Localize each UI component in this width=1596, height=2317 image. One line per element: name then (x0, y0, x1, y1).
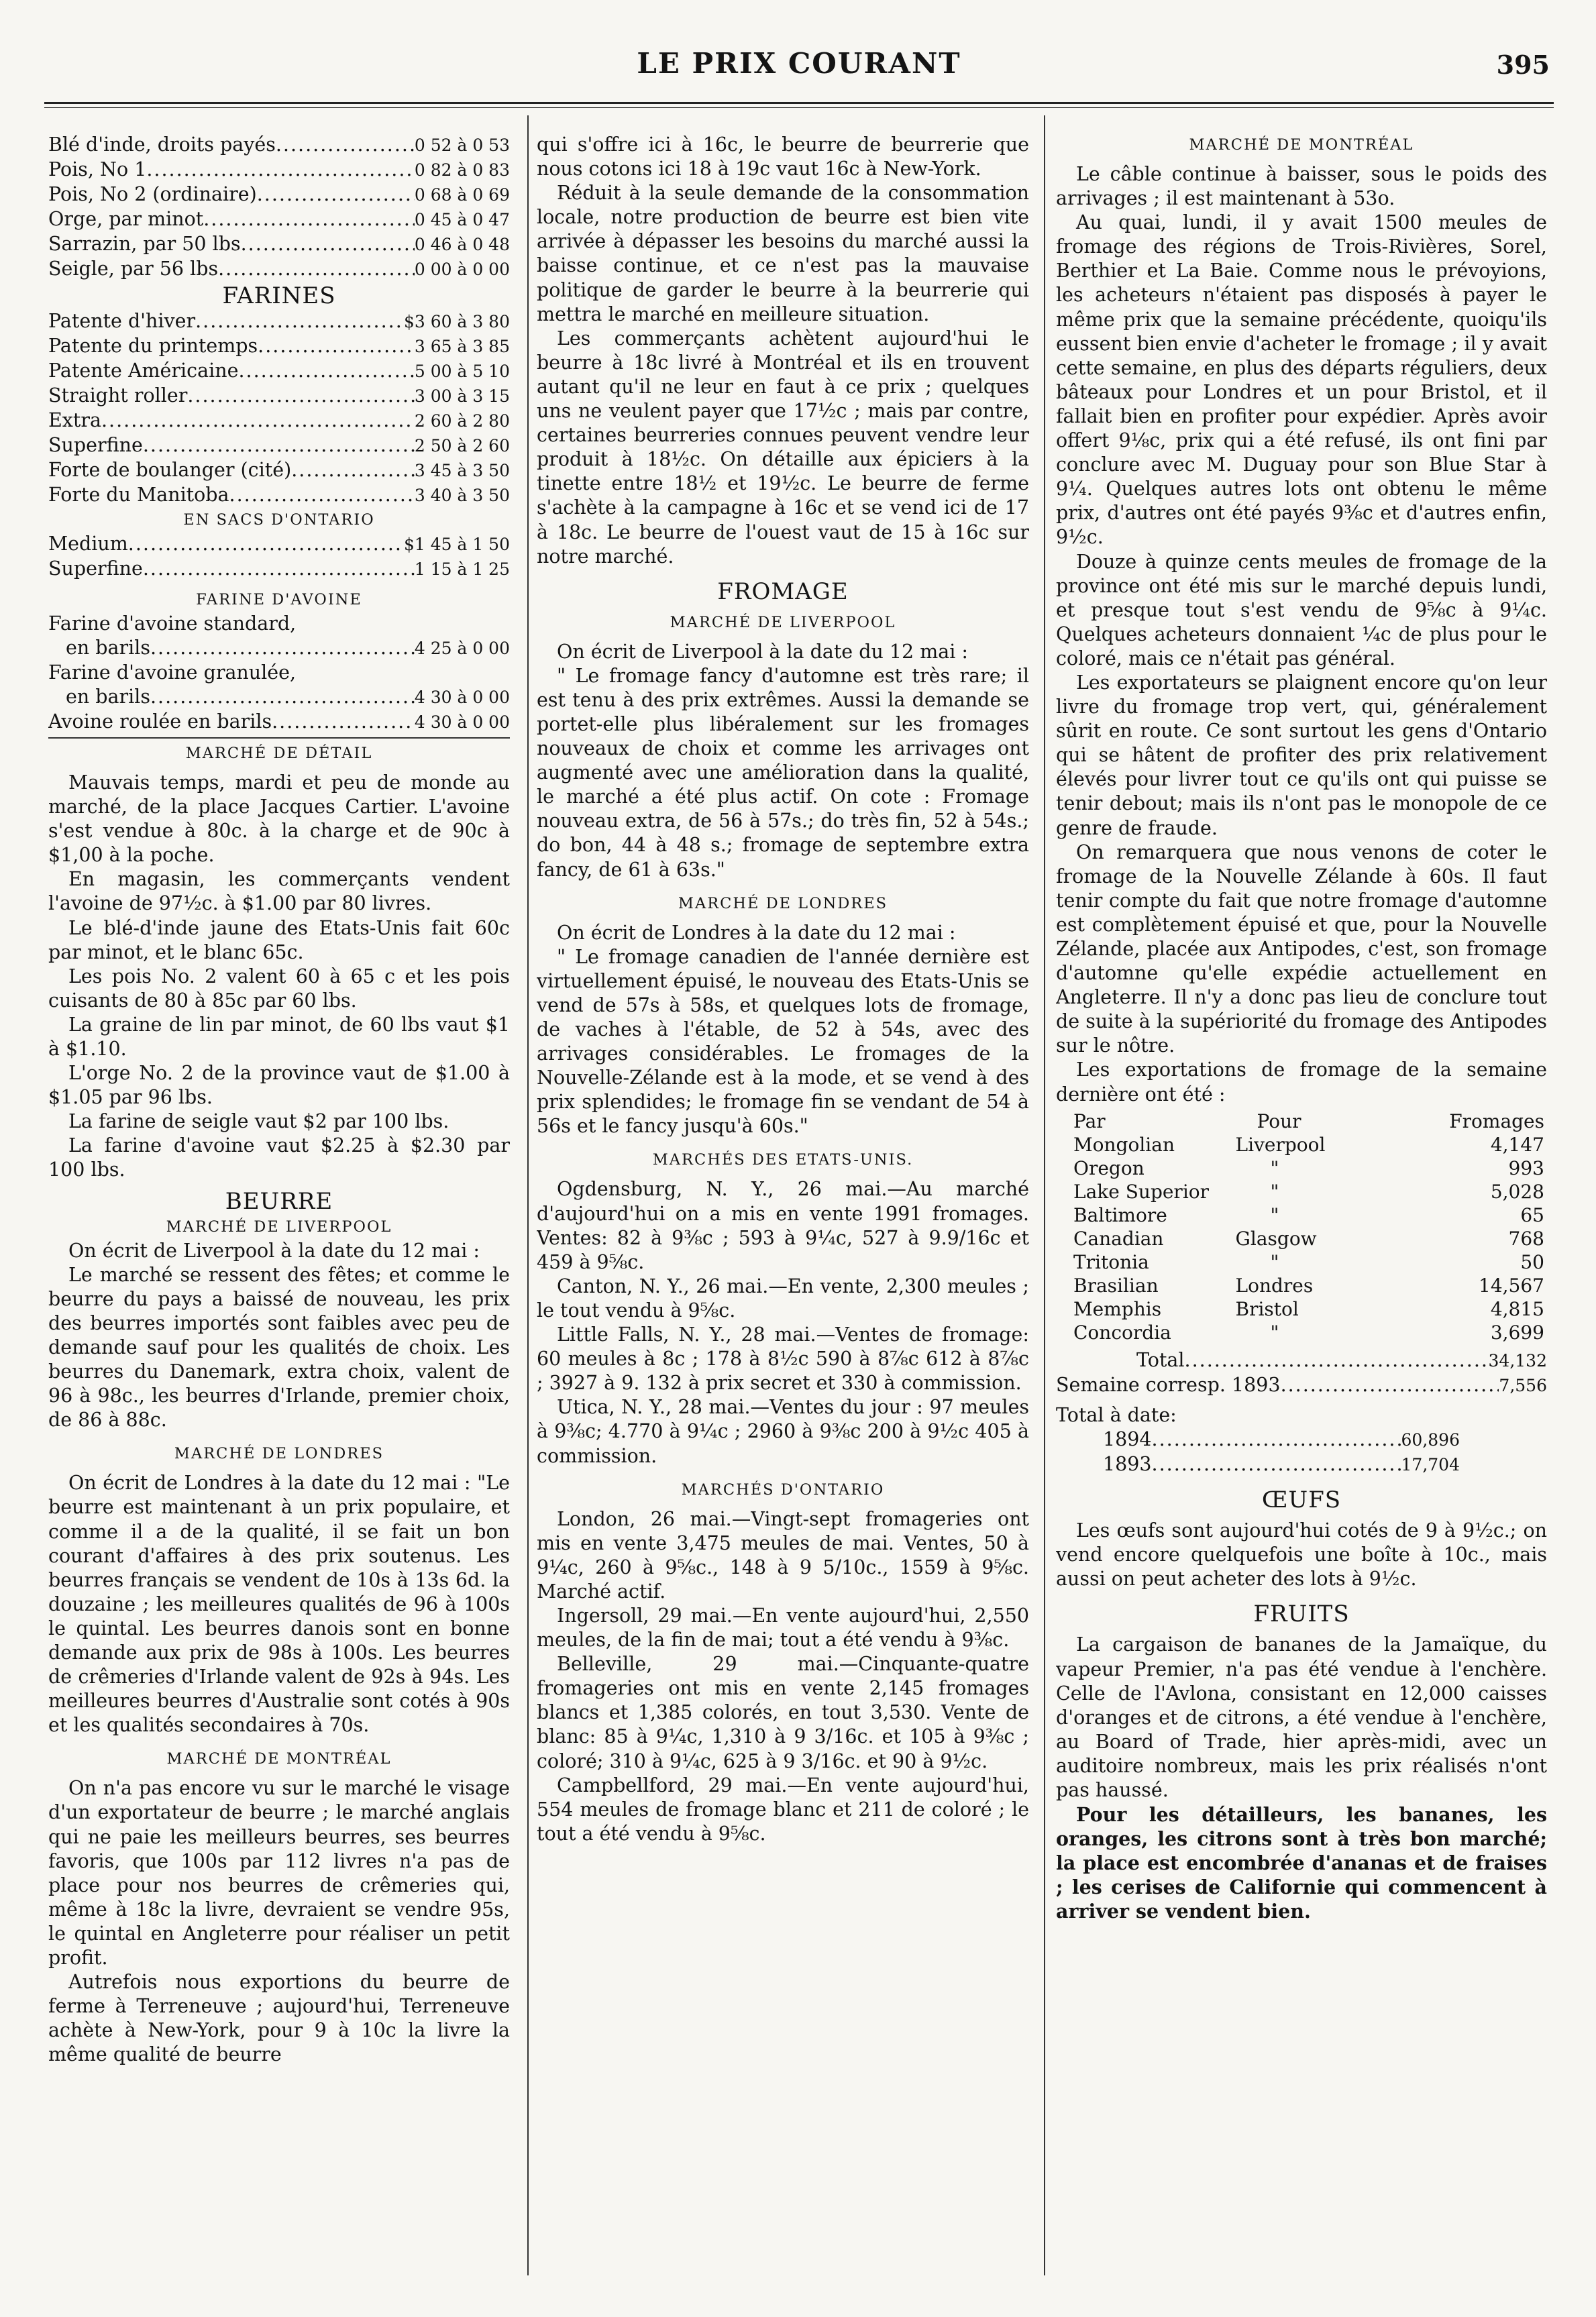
column-divider (527, 115, 529, 2275)
item-price: 0 68 à 0 69 (414, 185, 510, 205)
column-divider (1044, 115, 1045, 2275)
article-paragraph: Campbellford, 29 mai.—En vente aujourd'hui, 554 meules de fromage blanc et 211 de coloré ; le tout a été vendu à 9⅝c. (537, 1774, 1029, 1845)
item-name: Straight roller (48, 384, 188, 407)
section-heading: FARINES (222, 282, 336, 309)
article-paragraph: On écrit de Liverpool à la date du 12 mai : (557, 640, 969, 663)
price-row (48, 158, 510, 182)
article-paragraph: En magasin, les commerçants vendent l'avoine de 97½c. à $1.00 par 80 livres. (48, 868, 510, 915)
total-value: 7,556 (1499, 1375, 1547, 1395)
price-row (48, 433, 510, 458)
item-price: 3 45 à 3 50 (414, 461, 510, 481)
item-price: 2 60 à 2 80 (414, 411, 510, 431)
item-price: 4 30 à 0 00 (414, 687, 510, 707)
item-price: 4 25 à 0 00 (414, 638, 510, 658)
total-row (1056, 1373, 1547, 1398)
column-2 (537, 133, 1029, 2266)
article-paragraph: On n'a pas encore vu sur le marché le visage d'un exportateur de beurre ; le marché anglais qui ne paie les meilleurs beurres, ses beurres favoris, que 100s par 112 livres n'a pas de place pour nos beurres de crêmeries qui, même à 18c la livre, devraient se vendre 95s, le quintal en Angleterre pour réaliser un petit profit. (48, 1777, 510, 1969)
table-row (1056, 1297, 1547, 1321)
table-row (1056, 1133, 1547, 1156)
column-1 (48, 133, 510, 2266)
header-rule-thin (44, 107, 1554, 108)
item-name: Extra (48, 409, 101, 431)
price-row (48, 557, 510, 582)
ship-name: Lake Superior (1073, 1180, 1210, 1203)
item-price: 3 40 à 3 50 (414, 486, 510, 506)
article-paragraph: Réduit à la seule demande de la consommation locale, notre production de beurre est bien vite arrivée à dépasser les besoins du marché aussi la baisse continue, et ce n'est pas la mauvaise politique de garder le beurre à la beurrerie qui mettra le marché en meilleure situation. (537, 182, 1029, 325)
ship-name: Memphis (1073, 1297, 1162, 1320)
item-price: 0 46 à 0 48 (414, 235, 510, 255)
table-row (1056, 1180, 1547, 1203)
item-name: Seigle, par 56 lbs (48, 258, 219, 280)
article-paragraph: " Le fromage fancy d'automne est très rare; il est tenu à des prix extrêmes. Aussi la demande se portet-elle plus libéralement sur les fromages nouveaux de choix et comme les arrivages ont augmenté avec une amélioration dans la qualité, le marché a été plus actif. On cote : Fromage nouveau extra, de 56 à 57s.; do très fin, 52 à 54s.; do bon, 44 à 48 s.; fromage de septembre extra fancy, de 61 à 63s." (537, 664, 1029, 881)
article-paragraph: La cargaison de bananes de la Jamaïque, du vapeur Premier, n'a pas été vendue à l'enchère. Celle de l'Avlona, consistant en 12,000 caisses d'oranges et de citrons, a été vendue à l'enchère, au Board of Trade, hier après-midi, avec un auditoire nombreux, mais les prix réalisés n'ont pas haussé. (1056, 1633, 1547, 1801)
price-row (48, 532, 510, 557)
table-header-row (1056, 1110, 1547, 1133)
section-heading: ŒUFS (1261, 1487, 1342, 1514)
section-subheading: MARCHÉ DE LIVERPOOL (166, 1218, 392, 1236)
price-row (48, 685, 510, 710)
ship-name: Canadian (1073, 1227, 1164, 1250)
column-3 (1056, 133, 1547, 2266)
item-name: Medium (48, 533, 128, 555)
item-name: Forte du Manitoba (48, 484, 229, 506)
year-label: 1893 (1103, 1453, 1152, 1476)
price-row (48, 182, 510, 207)
destination: Liverpool (1235, 1133, 1326, 1156)
article-paragraph: Utica, N. Y., 28 mai.—Ventes du jour : 97 meules à 9⅜c; 4.770 à 9¼c ; 2960 à 9⅜c 200 à 9½c 405 à commission. (537, 1396, 1029, 1467)
article-paragraph: Little Falls, N. Y., 28 mai.—Ventes de fromage: 60 meules à 8c ; 178 à 8½c 590 à 8⅞c 612 à 8⅞c ; 3927 à 9. 132 à prix secret et 330 à commission. (537, 1324, 1029, 1395)
cheese-count: 993 (1508, 1156, 1544, 1179)
column-header: Par (1073, 1110, 1106, 1132)
article-paragraph: On remarquera que nous venons de coter le fromage de la Nouvelle Zélande à 60s. Il faut tenir compte du fait que notre fromage d'automne est complètement épuisé et que, pour la Nouvelle Zélande, placée aux Antipodes, c'est, son fromage d'automne qu'elle expédie actuellement en Angleterre. Il n'y a donc pas lieu de conclure tout de suite à la supériorité du fromage des Antipodes sur le nôtre. (1056, 841, 1547, 1057)
total-row (1056, 1348, 1547, 1373)
item-name: Farine d'avoine granulée, (48, 661, 297, 684)
item-price: 3 65 à 3 85 (414, 336, 510, 356)
section-subheading: MARCHÉ DE LIVERPOOL (670, 613, 896, 631)
article-paragraph: Belleville, 29 mai.—Cinquante-quatre fromageries ont mis en vente 2,145 fromages blancs et 1,385 colorés, en tout 3,530. Vente de blanc: 85 à 9¼c, 1,310 à 9 3/16c. et 105 à 9⅜c ; coloré; 310 à 9¼c, 625 à 9 3/16c. et 90 à 9½c. (537, 1653, 1029, 1772)
cheese-count: 50 (1520, 1250, 1544, 1273)
item-price: 1 15 à 1 25 (414, 559, 510, 580)
item-name: Pois, No 1 (48, 158, 147, 181)
item-name: Pois, No 2 (ordinaire) (48, 183, 257, 206)
article-paragraph: Ogdensburg, N. Y., 26 mai.—Au marché d'aujourd'hui on a mis en vente 1991 fromages. Ventes: 82 à 9⅜c ; 593 à 9¼c, 527 à 9.9/16c et 459 à 9⅝c. (537, 1178, 1029, 1273)
article-paragraph: On écrit de Londres à la date du 12 mai : "Le beurre est maintenant à un prix populaire, et comme il a de la qualité, il se fait un bon courant d'affaires à des prix soutenus. Les beurres français se vendent de 10s à 13s 6d. la douzaine ; les meilleures qualités de 96 à 100s le quintal. Les beurres danois sont en bonne demande aux prix de 98s à 100s. Les beurres de crêmeries d'Irlande valent de 92s à 94s. Les meilleures beurres d'Australie sont cotés à 90s et les qualités secondaires à 70s. (48, 1472, 510, 1737)
item-name: Patente du printemps (48, 334, 258, 357)
item-name: en barils (66, 685, 150, 708)
ship-name: Mongolian (1073, 1133, 1175, 1156)
section-subheading: MARCHÉ DE LONDRES (174, 1445, 384, 1463)
cheese-count: 3,699 (1490, 1321, 1544, 1344)
item-price: 5 00 à 5 10 (414, 361, 510, 381)
destination: " (1270, 1203, 1279, 1226)
column-header: Pour (1257, 1110, 1301, 1132)
exports-table (1056, 1110, 1547, 1344)
item-name: en barils (66, 636, 150, 659)
article-paragraph: Le blé-d'inde jaune des Etats-Unis fait 60c par minot, et le blanc 65c. (48, 916, 510, 963)
item-name: Sarrazin, par 50 lbs (48, 233, 241, 256)
section-subheading: MARCHÉ DE DÉTAIL (185, 744, 373, 762)
total-row (1056, 1427, 1547, 1452)
article-paragraph: Les pois No. 2 valent 60 à 65 c et les pois cuisants de 80 à 85c par 60 lbs. (48, 965, 510, 1012)
item-price: $1 45 à 1 50 (403, 535, 510, 555)
table-row (1056, 1227, 1547, 1250)
price-row (48, 334, 510, 359)
article-paragraph: On écrit de Londres à la date du 12 mai : (557, 921, 956, 944)
destination: Glasgow (1235, 1227, 1317, 1250)
table-row (1056, 1156, 1547, 1180)
article-paragraph: La farine de seigle vaut $2 par 100 lbs. (68, 1110, 449, 1133)
destination: " (1270, 1321, 1279, 1344)
item-price: 0 00 à 0 00 (414, 260, 510, 280)
item-price: 4 30 à 0 00 (414, 712, 510, 732)
section-subheading: MARCHÉS DES ETATS-UNIS. (652, 1151, 914, 1169)
price-row (48, 359, 510, 384)
total-row (1056, 1452, 1547, 1477)
table-row (1056, 1274, 1547, 1297)
destination: Londres (1235, 1274, 1314, 1297)
ship-name: Tritonia (1073, 1250, 1149, 1273)
item-price: 0 52 à 0 53 (414, 136, 510, 155)
article-paragraph: Les exportateurs se plaignent encore qu'on leur livre du fromage trop vert, qui, généralement sûrit en route. Ce sont surtout les gens d'Ontario qui se hâtent de profiter des prix relativement élevés pour livrer tout ce qu'ils ont qui puisse se tenir debout; mais ils n'ont pas le monopole de ce genre de fraude. (1056, 671, 1547, 839)
price-row (48, 636, 510, 661)
total-label: Semaine corresp. 1893 (1056, 1373, 1281, 1396)
year-label: 1894 (1103, 1427, 1152, 1450)
total-label: Total (1136, 1348, 1185, 1371)
cheese-count: 4,815 (1490, 1297, 1544, 1320)
destination: " (1270, 1156, 1279, 1179)
item-name: Blé d'inde, droits payés (48, 133, 276, 156)
item-name: Superfine (48, 434, 143, 457)
ship-name: Concordia (1073, 1321, 1171, 1344)
item-name: Forte de boulanger (cité) (48, 459, 292, 482)
price-row (48, 384, 510, 409)
ship-name: Brasilian (1073, 1274, 1159, 1297)
article-paragraph: Les œufs sont aujourd'hui cotés de 9 à 9½c.; on vend encore quelquefois une boîte à 10c., mais aussi on peut acheter des lots à 9½c. (1056, 1519, 1547, 1591)
item-price: $3 60 à 3 80 (403, 311, 510, 331)
masthead (44, 47, 1554, 94)
cheese-count: 768 (1508, 1227, 1544, 1250)
section-heading: BEURRE (225, 1187, 333, 1215)
price-row (48, 710, 510, 735)
item-price: 0 82 à 0 83 (414, 160, 510, 180)
total-value: 34,132 (1488, 1350, 1547, 1370)
price-row (48, 483, 510, 508)
price-row (48, 232, 510, 257)
item-name: Patente d'hiver (48, 309, 196, 332)
item-name: Patente Américaine (48, 359, 239, 382)
price-row (48, 309, 510, 334)
item-price: 3 00 à 3 15 (414, 386, 510, 406)
article-paragraph: Le câble continue à baisser, sous le poids des arrivages ; il est maintenant à 53o. (1056, 163, 1547, 210)
section-subheading: MARCHÉ DE MONTRÉAL (1189, 136, 1414, 154)
article-paragraph: Canton, N. Y., 26 mai.—En vente, 2,300 meules ; le tout vendu à 9⅝c. (537, 1275, 1029, 1322)
article-paragraph: qui s'offre ici à 16c, le beurre de beurrerie que nous cotons ici 18 à 19c vaut 16c à New-York. (537, 133, 1029, 180)
article-paragraph: Pour les détailleurs, les bananes, les oranges, les citrons sont à très bon marché; la place est encombrée d'ananas et de fraises ; les cerises de Californie qui commencent à arriver se vendent bien. (1056, 1803, 1547, 1923)
article-paragraph: On écrit de Liverpool à la date du 12 mai : (68, 1239, 480, 1262)
table-row (1056, 1203, 1547, 1227)
section-rule (48, 737, 510, 739)
section-subheading: FARINE D'AVOINE (196, 590, 362, 608)
grain-price-list (48, 133, 510, 282)
price-row (48, 409, 510, 433)
cheese-count: 65 (1520, 1203, 1544, 1226)
article-paragraph: Douze à quinze cents meules de fromage de la province ont été mis sur le marché depuis lundi, et presque tout s'est vendu de 9⅝c à 9¼c. Quelques acheteurs donnaient ¼c de plus pour le coloré, mais ce n'était pas général. (1056, 550, 1547, 669)
article-paragraph: Les commerçants achètent aujourd'hui le beurre à 18c livré à Montréal et ils en trouvent autant qu'il ne leur en faut à ce prix ; quelques uns ne veulent payer que 17½c ; mais par contre, certaines beurreries connues peuvent vendre leur produit à 18½c. On détaille aux épiciers à la tinette entre 18½ et 19½c. Le beurre de ferme s'achète à la campagne à 16c et se vend ici de 17 à 18c. Le beurre de l'ouest vaut de 15 à 16c sur notre marché. (537, 327, 1029, 568)
section-subheading: MARCHÉS D'ONTARIO (681, 1480, 885, 1499)
item-price: 0 45 à 0 47 (414, 210, 510, 230)
price-row (48, 257, 510, 282)
ship-name: Oregon (1073, 1156, 1145, 1179)
price-row (48, 458, 510, 483)
ship-name: Baltimore (1073, 1203, 1167, 1226)
cheese-count: 4,147 (1490, 1133, 1544, 1156)
cheese-count: 5,028 (1490, 1180, 1544, 1203)
table-row (1056, 1321, 1547, 1344)
table-row (1056, 1250, 1547, 1274)
total-value: 17,704 (1401, 1455, 1460, 1475)
price-row (48, 207, 510, 232)
price-row (48, 133, 510, 158)
destination: " (1270, 1250, 1279, 1273)
section-subheading: MARCHÉ DE MONTRÉAL (166, 1750, 392, 1768)
cheese-count: 14,567 (1479, 1274, 1544, 1297)
item-name: Orge, par minot (48, 208, 204, 231)
article-paragraph: " Le fromage canadien de l'année dernière est virtuellement épuisé, le nouveau des Etats-Unis se vend de 57s à 58s, et quelques lots de fromage, de vaches à l'étable, de 52 à 54s, avec des arrivages considérables. Le fromages de la Nouvelle-Zélande est à la mode, et se vend à des prix splendides; le fromage fin se vendant de 54 à 56s et le fancy jusqu'à 60s." (537, 945, 1029, 1138)
article-paragraph: La graine de lin par minot, de 60 lbs vaut $1 à $1.10. (48, 1013, 510, 1060)
section-subheading: EN SACS D'ONTARIO (183, 511, 375, 529)
article-paragraph: Mauvais temps, mardi et peu de monde au marché, de la place Jacques Cartier. L'avoine s'est vendue à 80c. à la charge et de 90c à $1,00 à la poche. (48, 771, 510, 867)
item-name: Avoine roulée en barils (48, 710, 272, 733)
article-paragraph: La farine d'avoine vaut $2.25 à $2.30 par 100 lbs. (48, 1134, 510, 1181)
total-date-label: Total à date: (1056, 1403, 1177, 1426)
item-name: Superfine (48, 557, 143, 580)
section-heading: FROMAGE (717, 578, 849, 605)
article-paragraph: Le marché se ressent des fêtes; et comme le beurre du pays a baissé de nouveau, les prix des beurres importés sont faibles avec peu de demande sauf pour les qualités de choix. Les beurres du Danemark, extra choix, valent de 96 à 98c., les beurres d'Irlande, premier choix, de 86 à 88c. (48, 1263, 510, 1432)
header-rule (44, 102, 1554, 104)
flour-price-list (48, 309, 510, 508)
item-price: 2 50 à 2 60 (414, 436, 510, 456)
section-heading: FRUITS (1253, 1601, 1350, 1628)
destination: " (1270, 1180, 1279, 1203)
article-paragraph: L'orge No. 2 de la province vaut de $1.00 à $1.05 par 96 lbs. (48, 1062, 510, 1109)
page-title: LE PRIX COURANT (637, 47, 961, 80)
article-paragraph: Au quai, lundi, il y avait 1500 meules de fromage des régions de Trois-Rivières, Sorel, Berthier et La Baie. Comme nous le prévoyions, les acheteurs n'étaient pas disposés à payer le même prix que la semaine précédente, quoiqu'ils eussent bien envie d'acheter le fromage ; il y avait cette semaine, en plus des départs réguliers, deux bâteaux pour Londres et un pour Bristol, et il fallait bien en profiter pour expédier. Après avoir offert 9⅛c, prix qui a été refusé, ils ont fini par conclure avec M. Duguay pour son Blue Star à 9¼. Quelques autres lots ont obtenu le même prix, d'autres ont été payés 9⅜c et d'autres enfin, 9½c. (1056, 211, 1547, 549)
item-name: Farine d'avoine standard, (48, 612, 297, 635)
destination: Bristol (1235, 1297, 1299, 1320)
article-paragraph: Autrefois nous exportions du beurre de ferme à Terreneuve ; aujourd'hui, Terreneuve achète à New-York, pour 9 à 10c la livre la même qualité de beurre (48, 1971, 510, 2066)
section-subheading: MARCHÉ DE LONDRES (678, 894, 888, 912)
page-number: 395 (1496, 50, 1550, 80)
article-paragraph: Ingersoll, 29 mai.—En vente aujourd'hui, 2,550 meules, de la fin de mai; tout a été vendu à 9⅜c. (537, 1604, 1029, 1652)
article-paragraph: Les exportations de fromage de la semaine dernière ont été : (1056, 1059, 1547, 1106)
column-header: Fromages (1449, 1110, 1544, 1132)
article-paragraph: London, 26 mai.—Vingt-sept fromageries ont mis en vente 3,475 meules de mai. Ventes, 50 à 9¼c, 260 à 9⅝c., 148 à 9 5/10c., 1559 à 9⅝c. Marché actif. (537, 1507, 1029, 1603)
total-value: 60,896 (1401, 1430, 1460, 1450)
